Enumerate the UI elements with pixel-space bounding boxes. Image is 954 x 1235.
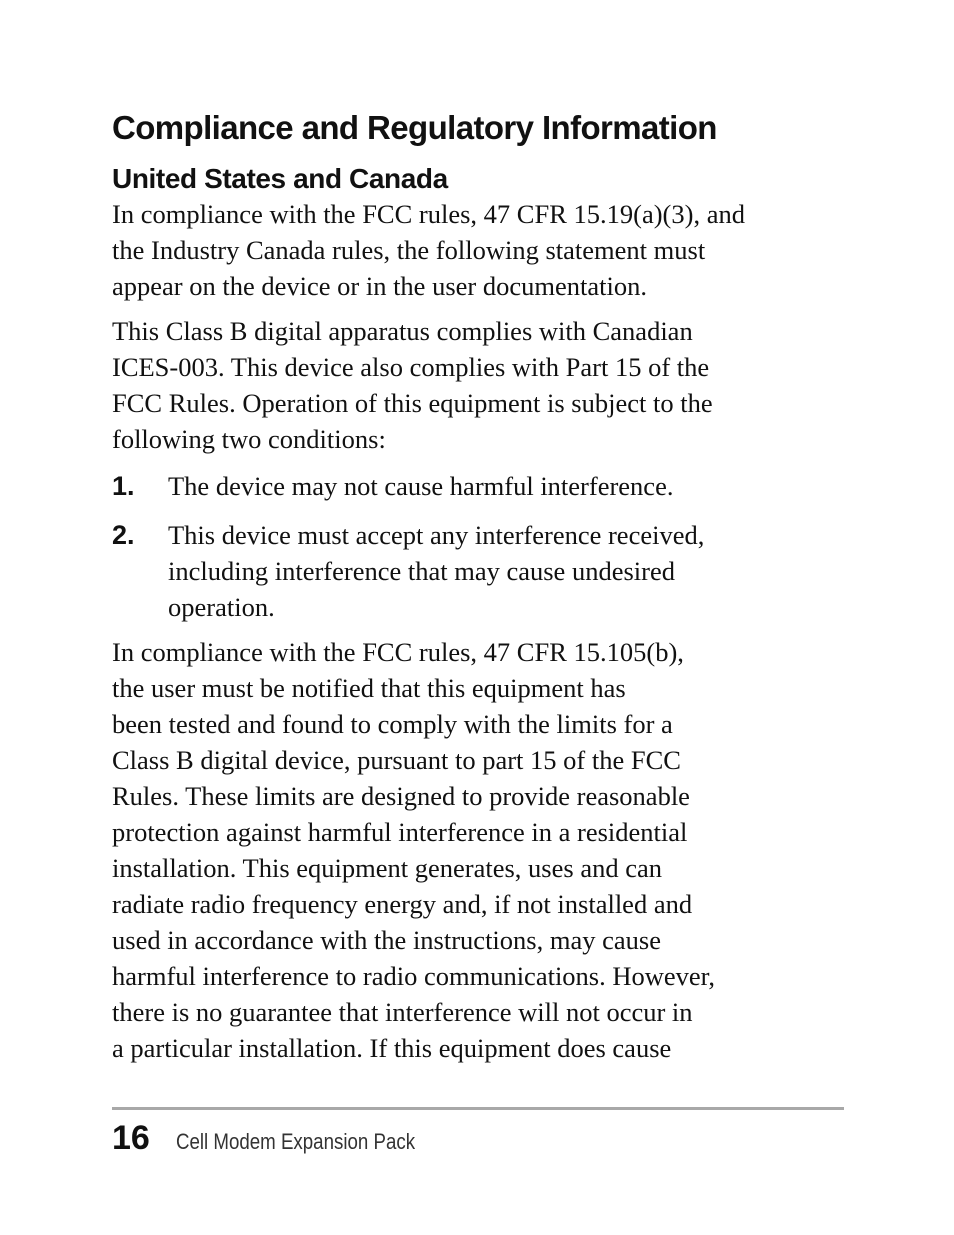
text-line: harmful interference to radio communications. However, (112, 961, 716, 991)
text-line: radiate radio frequency energy and, if not installed and (112, 889, 693, 919)
statement-paragraph (112, 313, 844, 457)
intro-paragraph (112, 196, 844, 304)
list-item-number: 2. (112, 520, 135, 550)
text-line: FCC Rules. Operation of this equipment is subject to the (112, 388, 713, 418)
section-title: United States and Canada (112, 163, 448, 194)
list-item (112, 468, 844, 504)
footer-divider (112, 1107, 844, 1110)
text-line: used in accordance with the instructions, may cause (112, 925, 661, 955)
text-line: operation. (168, 592, 275, 622)
list-item-text (168, 468, 673, 504)
text-line: following two conditions: (112, 424, 386, 454)
text-line: In compliance with the FCC rules, 47 CFR 15.19(a)(3), and (112, 199, 745, 229)
text-line: This device must accept any interference received, (168, 520, 705, 550)
text-line: This Class B digital apparatus complies with Canadian (112, 316, 693, 346)
text-line: Class B digital device, pursuant to part 15 of the FCC (112, 745, 681, 775)
page-content (112, 108, 844, 1066)
text-line: appear on the device or in the user documentation. (112, 271, 647, 301)
page-number: 16 (112, 1119, 150, 1157)
text-line: Rules. These limits are designed to provide reasonable (112, 781, 690, 811)
list-item-number: 1. (112, 471, 135, 501)
page-footer (112, 1118, 457, 1162)
text-line: ICES-003. This device also complies with Part 15 of the (112, 352, 710, 382)
text-line: there is no guarantee that interference will not occur in (112, 997, 693, 1027)
notice-paragraph (112, 634, 844, 1066)
text-line: including interference that may cause undesired (168, 556, 675, 586)
page-title: Compliance and Regulatory Information (112, 109, 717, 146)
text-line: the user must be notified that this equipment has (112, 673, 626, 703)
text-line: installation. This equipment generates, uses and can (112, 853, 662, 883)
conditions-list (112, 468, 844, 625)
footer-title: Cell Modem Expansion Pack (175, 1129, 415, 1154)
text-line: the Industry Canada rules, the following statement must (112, 235, 706, 265)
body-text (112, 196, 844, 1066)
text-line: In compliance with the FCC rules, 47 CFR 15.105(b), (112, 637, 684, 667)
text-line: been tested and found to comply with the limits for a (112, 709, 673, 739)
text-line: protection against harmful interference in a residential (112, 817, 688, 847)
list-item-text (168, 517, 704, 625)
text-line: The device may not cause harmful interference. (168, 471, 674, 501)
text-line: a particular installation. If this equipment does cause (112, 1033, 672, 1063)
list-item (112, 517, 844, 625)
